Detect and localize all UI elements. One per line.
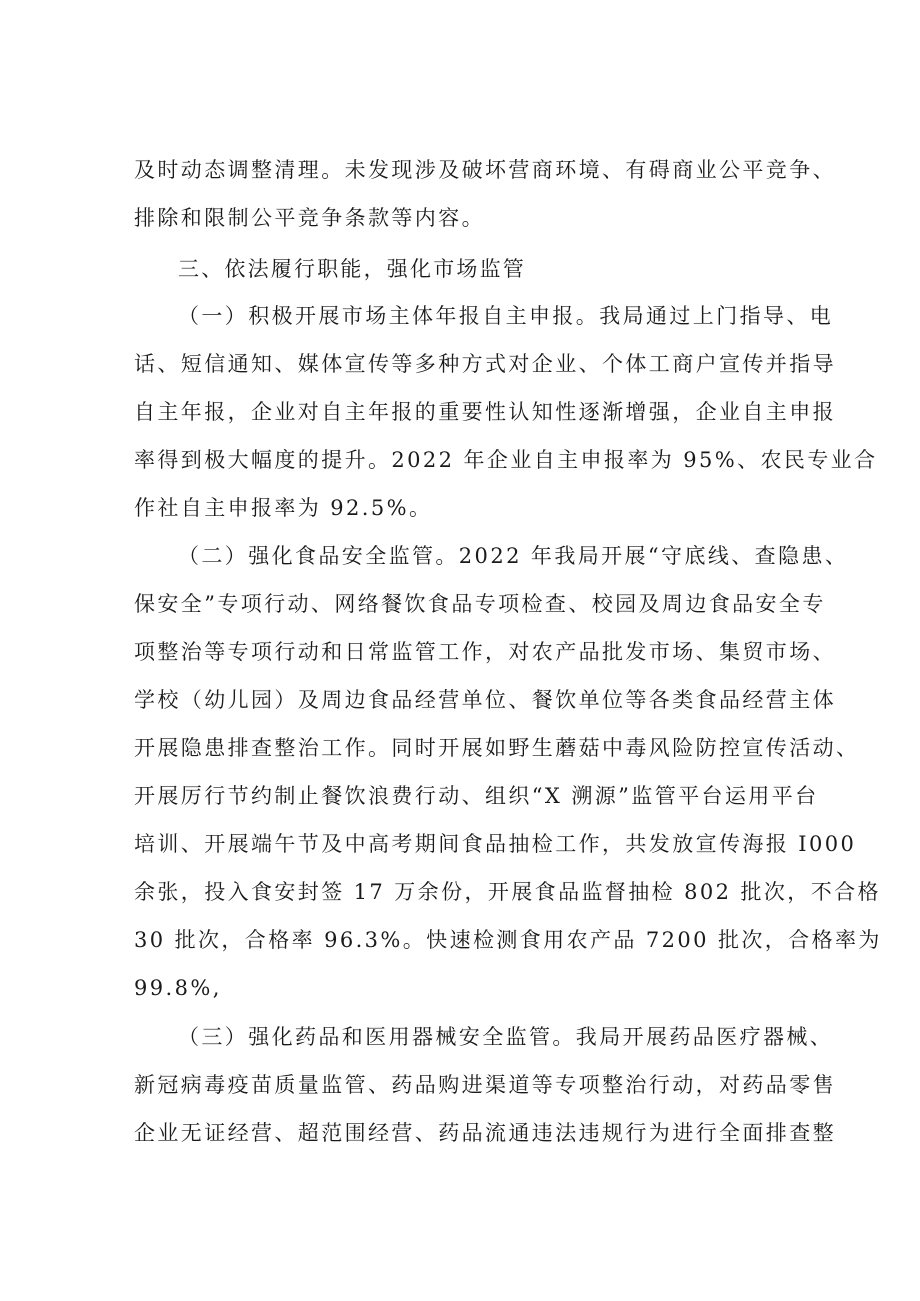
paragraph-first-line: （二）强化食品安全监管。2022 年我局开展“守底线、查隐患、 (178, 544, 849, 568)
text-line: 作社自主申报率为 92.5%。 (134, 496, 433, 520)
paragraph-first-line: （三）强化药品和医用器械安全监管。我局开展药品医疗器械、 (178, 1025, 834, 1049)
text-line: 培训、开展端午节及中高考期间食品抽检工作，共发放宣传海报 I000 (134, 832, 857, 856)
text-line: 余张，投入食安封签 17 万余份，开展食品监督抽检 802 批次，不合格 (134, 880, 881, 904)
text-line: 率得到极大幅度的提升。2022 年企业自主申报率为 95%、农民专业合 (134, 448, 878, 472)
text-line: 自主年报，企业对自主年报的重要性认知性逐渐增强，企业自主申报 (134, 400, 836, 424)
text-line: 保安全”专项行动、网络餐饮食品专项检查、校园及周边食品安全专 (134, 592, 826, 616)
text-line: 排除和限制公平竞争条款等内容。 (134, 206, 485, 230)
text-line: 开展厉行节约制止餐饮浪费行动、组织“X 溯源”监管平台运用平台 (134, 784, 819, 808)
text-line: 99.8%, (134, 976, 222, 1000)
section-heading: 三、依法履行职能，强化市场监管 (178, 257, 526, 281)
text-line: 企业无证经营、超范围经营、药品流通违法违规行为进行全面排查整 (134, 1121, 836, 1145)
text-line: 话、短信通知、媒体宣传等多种方式对企业、个体工商户宣传并指导 (134, 352, 836, 376)
text-line: 新冠病毒疫苗质量监管、药品购进渠道等专项整治行动，对药品零售 (134, 1073, 836, 1097)
text-line: 及时动态调整清理。未发现涉及破坏营商环境、有碍商业公平竞争、 (134, 158, 836, 182)
text-line: 学校（幼儿园）及周边食品经营单位、餐饮单位等各类食品经营主体 (134, 688, 836, 712)
text-line: 项整治等专项行动和日常监管工作，对农产品批发市场、集贸市场、 (134, 640, 836, 664)
text-line: 30 批次，合格率 96.3%。快速检测食用农产品 7200 批次，合格率为 (134, 928, 882, 952)
text-line: 开展隐患排查整治工作。同时开展如野生蘑菇中毒风险防控宣传活动、 (134, 736, 860, 760)
paragraph-first-line: （一）积极开展市场主体年报自主申报。我局通过上门指导、电 (178, 304, 834, 328)
